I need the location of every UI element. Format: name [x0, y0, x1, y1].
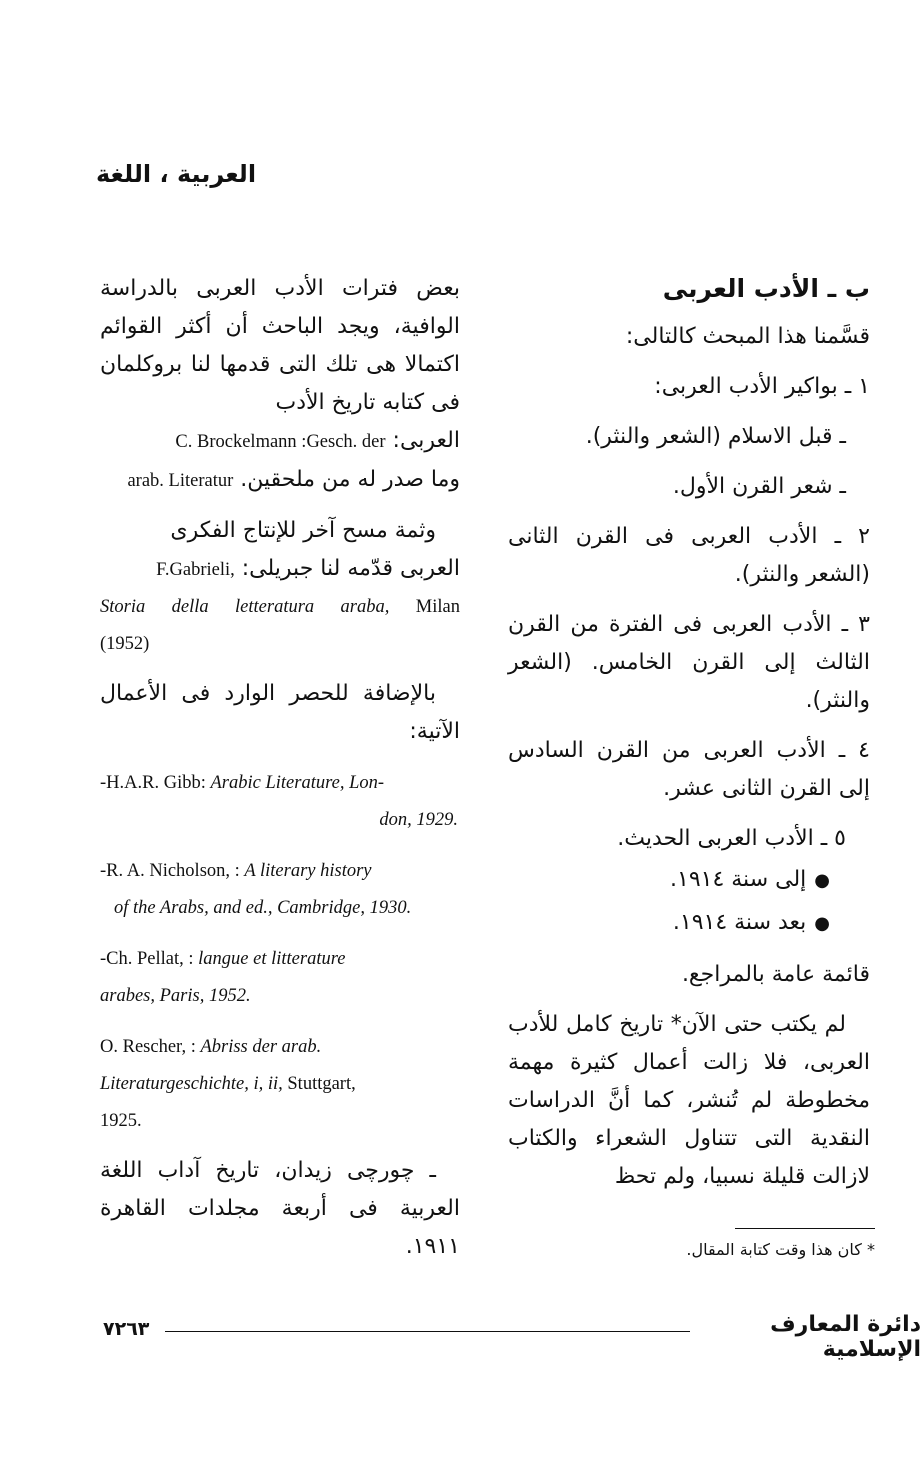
running-head: العربية ، اللغة — [96, 160, 257, 188]
outline-item: ـ قبل الاسلام (الشعر والنثر). — [585, 424, 846, 449]
reference-line: وما صدر له من ملحقين. arab. Literatur — [127, 467, 460, 492]
footer-rule — [165, 1331, 690, 1332]
outline-item: ٣ ـ الأدب العربى فى الفترة من القرن الثالث إلى القرن الخامس. (الشعر والنثر). — [508, 612, 870, 713]
reference-entry: O. Rescher, : Abriss der arab. Literaturgeschichte, i, ii, Stuttgart, 1925. — [100, 1037, 356, 1131]
body-paragraph: بعض فترات الأدب العربى بالدراسة الوافية، ويجد الباحث أن أكثر القوائم اكتمالا هى تلك التى قدمها لنا بروكلمان فى كتابه تاريخ الأدب — [100, 276, 460, 415]
intro-line: قسَّمنا هذا المبحث كالتالى: — [625, 324, 870, 349]
section-heading: ب ـ الأدب العربى — [662, 274, 870, 303]
left-column — [100, 262, 460, 1266]
footnote: * كان هذا وقت كتابة المقال. — [686, 1240, 875, 1259]
bullet-icon: ● — [814, 870, 830, 891]
bibliography-note: قائمة عامة بالمراجع. — [681, 962, 870, 987]
page-number: ٧٢٦٣ — [103, 1318, 150, 1340]
outline-item: ٤ ـ الأدب العربى من القرن السادس إلى القرن الثانى عشر. — [508, 738, 870, 801]
reference-line: العربى قدّمه لنا جبريلى: F.Gabrieli, — [156, 556, 460, 581]
reference-entry: -R. A. Nicholson, : A literary history of the Arabs, and ed., Cambridge, 1930. — [100, 861, 412, 918]
outline-item: ٢ ـ الأدب العربى فى القرن الثانى (الشعر والنثر). — [508, 524, 870, 587]
outline-item: ٥ ـ الأدب العربى الحديث. — [617, 826, 846, 851]
body-paragraph: ـ چورچى زيدان، تاريخ آداب اللغة العربية فى أربعة مجلدات القاهرة ١٩١١. — [100, 1158, 460, 1259]
footer-title: دائرة المعارف الإسلامية — [770, 1312, 921, 1362]
reference-year: (1952) — [100, 634, 150, 654]
reference-line: Storia della letteratura araba, Milan — [100, 597, 460, 617]
bullet-item: ●إلى سنة ١٩١٤. — [670, 867, 830, 892]
right-column — [508, 262, 870, 1196]
bullet-icon: ● — [814, 913, 830, 934]
outline-item: ١ ـ بواكير الأدب العربى: — [654, 374, 870, 399]
body-paragraph: بالإضافة للحصر الوارد فى الأعمال الآتية: — [100, 681, 460, 744]
footnote-divider — [735, 1228, 875, 1229]
reference-entry: -Ch. Pellat, : langue et litterature arabes, Paris, 1952. — [100, 949, 346, 1006]
reference-entry: -H.A.R. Gibb: Arabic Literature, Lon- don, 1929. — [100, 773, 458, 830]
body-paragraph: وثمة مسح آخر للإنتاج الفكرى — [170, 518, 436, 543]
bullet-item: ●بعد سنة ١٩١٤. — [672, 910, 830, 935]
outline-item: ـ شعر القرن الأول. — [672, 474, 846, 499]
reference-line: العربى: C. Brockelmann :Gesch. der — [175, 428, 460, 453]
body-paragraph: لم يكتب حتى الآن* تاريخ كامل للأدب العربى، فلا زالت أعمال كثيرة مهمة مخطوطة لم تُنشر، كما أنَّ الدراسات النقدية التى تتناول الشعراء والكتاب لازالت قليلة نسبيا، ولم تحظ — [508, 1012, 870, 1189]
